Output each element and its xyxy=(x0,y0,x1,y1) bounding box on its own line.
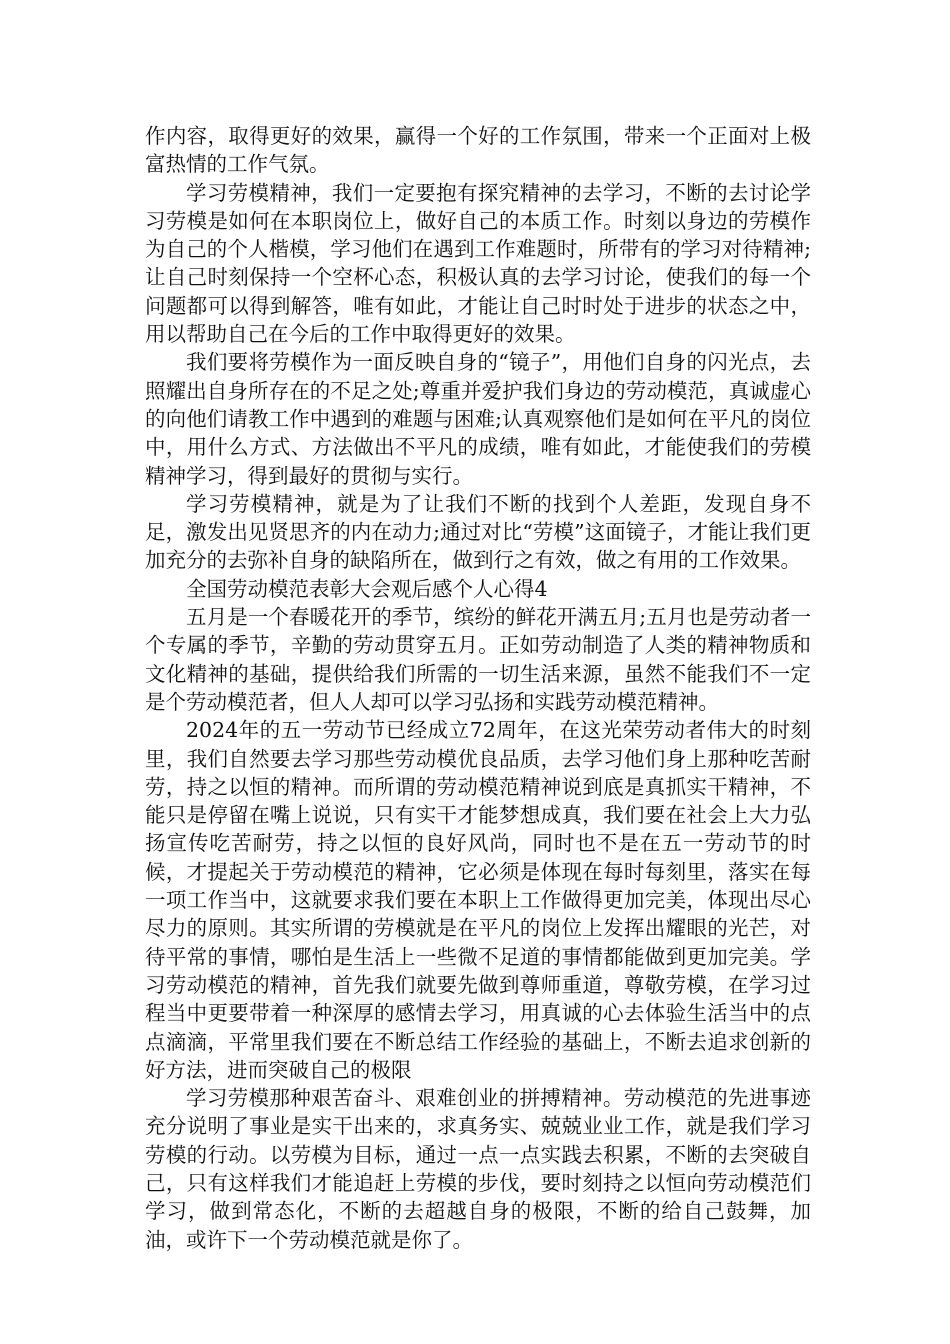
section-heading: 全国劳动模范表彰大会观后感个人心得4 xyxy=(186,576,548,601)
paragraph: 2024年的五一劳动节已经成立72周年，在这光荣劳动者伟大的时刻里，我们自然要去学习那些劳动模优良品质，去学习他们身上那种吃苦耐劳，持之以恒的精神。而所谓的劳动模范精神说到底是真抓实干精神，不能只是停留在嘴上说说，只有实干才能梦想成真，我们要在社会上大力弘扬宣传吃苦耐劳，持之以恒的良好风尚，同时也不是在五一劳动节的时候，才提起关于劳动模范的精神，它必须是体现在每时每刻里，落实在每一项工作当中，这就要求我们要在本职上工作做得更加完美，体现出尽心尽力的原则。其实所谓的劳模就是在平凡的岗位上发挥出耀眼的光芒，对待平常的事情，哪怕是生活上一些微不足道的事情都能做到更加完美。学习劳动模范的精神，首先我们就要先做到尊师重道，尊敬劳模，在学习过程当中更要带着一种深厚的感情去学习，用真诚的心去体验生活当中的点点滴滴，平常里我们要在不断总结工作经验的基础上，不断去追求创新的好方法，进而突破自己的极限 xyxy=(145,718,811,1082)
document-page xyxy=(145,122,811,1254)
paragraph: 五月是一个春暖花开的季节，缤纷的鲜花开满五月;五月也是劳动者一个专属的季节，辛勤的劳动贯穿五月。正如劳动制造了人类的精神物质和文化精神的基础，提供给我们所需的一切生活来源，虽然不能我们不一定是个劳动模范者，但人人却可以学习弘扬和实践劳动模范精神。 xyxy=(145,605,811,714)
paragraph: 学习劳模精神，我们一定要抱有探究精神的去学习，不断的去讨论学习劳模是如何在本职岗位上，做好自己的本质工作。时刻以身边的劳模作为自己的个人楷模，学习他们在遇到工作难题时，所带有的学习对待精神;让自己时刻保持一个空杯心态，积极认真的去学习讨论，使我们的每一个问题都可以得到解答，唯有如此，才能让自己时时处于进步的状态之中，用以帮助自己在今后的工作中取得更好的效果。 xyxy=(145,180,811,347)
paragraph-continuation: 作内容，取得更好的效果，赢得一个好的工作氛围，带来一个正面对上极富热情的工作气氛。 xyxy=(145,124,811,177)
paragraph: 学习劳模那种艰苦奋斗、艰难创业的拼搏精神。劳动模范的先进事迹充分说明了事业是实干出来的，求真务实、兢兢业业工作，就是我们学习劳模的行动。以劳模为目标，通过一点一点实践去积累，不断的去突破自己，只有这样我们才能追赶上劳模的步伐，要时刻持之以恒向劳动模范们学习，做到常态化，不断的去超越自身的极限，不断的给自己鼓舞，加油，或许下一个劳动模范就是你了。 xyxy=(145,1086,811,1252)
paragraph: 我们要将劳模作为一面反映自身的“镜子”，用他们自身的闪光点，去照耀出自身所存在的不足之处;尊重并爱护我们身边的劳动模范，真诚虚心的向他们请教工作中遇到的难题与困难;认真观察他们是如何在平凡的岗位中，用什么方式、方法做出不平凡的成绩，唯有如此，才能使我们的劳模精神学习，得到最好的贯彻与实行。 xyxy=(145,350,811,488)
paragraph: 学习劳模精神，就是为了让我们不断的找到个人差距，发现自身不足，激发出见贤思齐的内在动力;通过对比“劳模”这面镜子，才能让我们更加充分的去弥补自身的缺陷所在，做到行之有效，做之有用的工作效果。 xyxy=(145,491,811,573)
